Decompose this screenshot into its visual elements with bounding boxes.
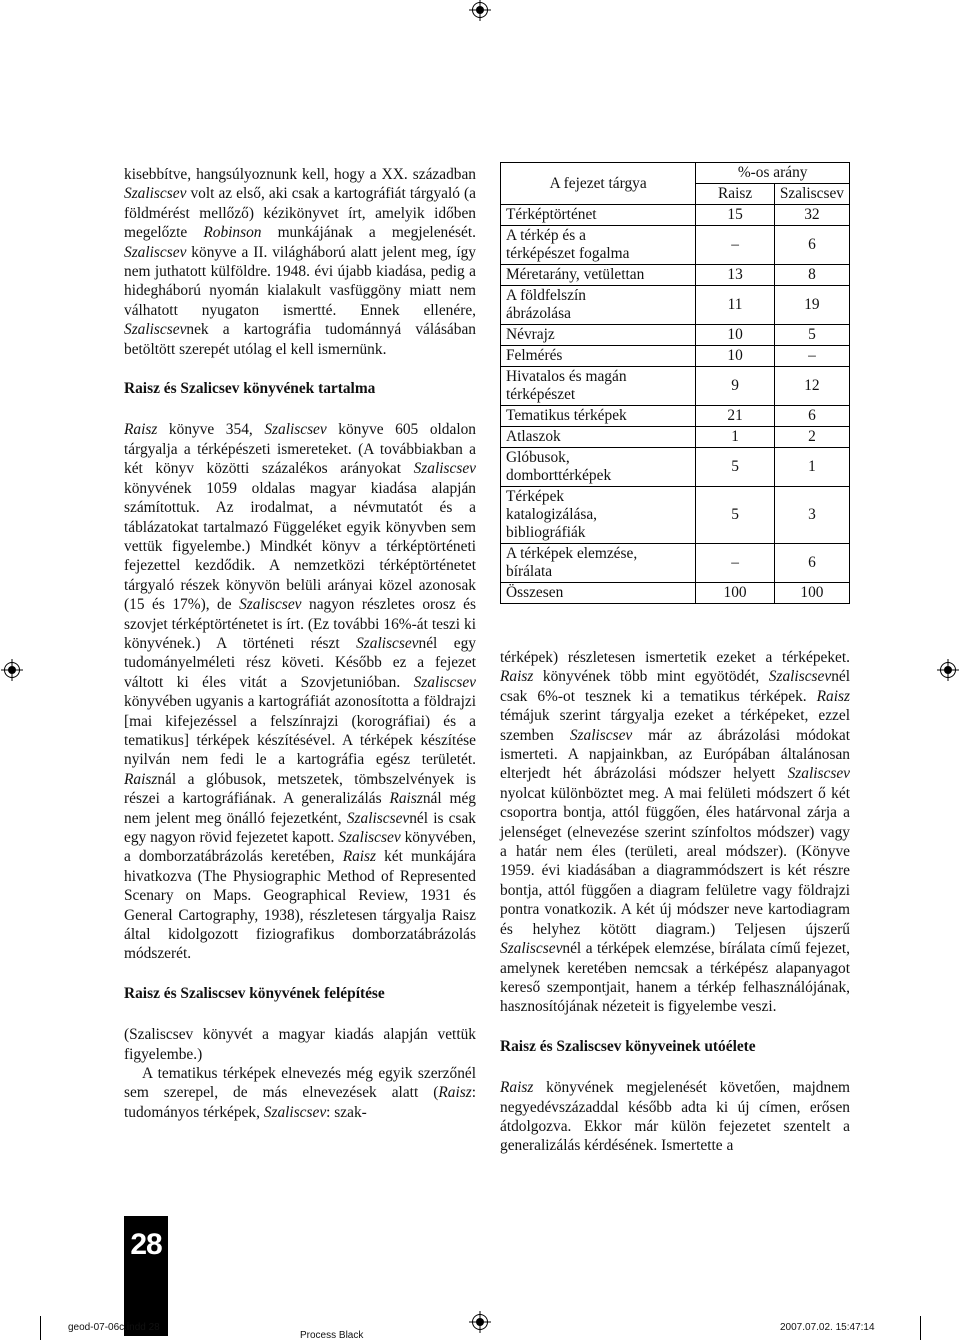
left-paragraph: kisebbítve, hangsúlyoznunk kell, hogy a XX. században Szaliscsev volt az első, aki csak a kartográfiát tárgyaló (a földmérést mellőző) kézikönyvet írt, amelyik időben megelőzte Robinson munkájának a megjelenését. Szaliscsev könyve a II. világháború alatt jelent meg, így nem juthatott külföldre. 1948. évi újabb kiadása, pedig a hidegháború nyomán kialakult vasfüggöny miatt nem válhatott nyugaton ismertté. Ennek ellenére, Szaliscsevnek a kartográfia tudománnyá válásában betöltött szerepét utólag el kell ismernünk. (124, 166, 477, 358)
row-szaliscsev-value: 6 (774, 406, 849, 427)
crop-mark (40, 1316, 41, 1340)
table-row (501, 346, 850, 367)
row-raisz-value: 21 (696, 406, 775, 427)
row-label: A térkép és a térképészet fogalma (501, 226, 696, 265)
table-row (501, 406, 850, 427)
registration-mark-right-icon (940, 662, 956, 678)
table-row (501, 226, 850, 265)
left-heading: Raisz és Szalicsev könyvének tartalma (124, 380, 376, 398)
row-raisz-value: 10 (696, 325, 775, 346)
row-label: Felmérés (501, 346, 696, 367)
page-number: 28 (130, 1228, 162, 1261)
row-szaliscsev-value: 8 (774, 265, 849, 286)
spacer (124, 1003, 476, 1025)
right-text-column (500, 648, 850, 1156)
row-label: A földfelszín ábrázolása (501, 286, 696, 325)
table-row (501, 367, 850, 406)
left-paragraph: Raisz könyve 354, Szaliscsev könyve 605 oldalon tárgyalja a térképészeti ismereteket. (A továbbiakban a két könyv közötti százalékos arányokat Szaliscsev könyvének 1059 oldalas magyar kiadása alapján számítottuk. Az irodalmat, a névmutatót és a táblázatokat tartalmazó Függeléket egyik könyvben sem vettük figyelembe.) Mindkét könyv a térképtörténeti fejezettel kezdődik. A nemzetközi térképtörténetet tárgyaló részek könyvön belüli arányai közel azonosak (15 és 17%), de Szaliscsev nagyon részletes orosz és szovjet térképtörténetet is írt. (Ez további 16%-át teszi ki könyvének.) A történeti részt Szaliscsevnél egy tudományelméleti rész követi. Később ez a fejezet váltott ki éles vitát a Szovjetunióban. Szaliscsev könyvében ugyanis a kartográfiát azonosította a földrajzi [mai kifejezéssel a felszínrajzi (korográfiai) és a tematikus] térképek készítésével. A térképek készítése nyilván nem fedi le a kartográfia egész területét. Raisznál a glóbusok, metszetek, tömbszelvények is részei a kartográfiának. A generalizálás Raisznál még nem jelent meg önálló fejezetként, Szaliscsevnél is csak egy nagyon rövid fejezetet kapott. Szaliscsev könyvében, a domborzatábrázolás keretében, Raisz két munkájára hivatkozva (The Physiographic Method of Represented Scenary on Maps. Geographical Review, 1931 és General Cartography, 1938), részletesen tárgyalja Raisz által kidolgozott fiziografikus domborzatábrázolás módszerét. (124, 421, 476, 963)
row-raisz-value: 9 (696, 367, 775, 406)
row-szaliscsev-value: 12 (774, 367, 849, 406)
row-label: Méretarány, vetülettan (501, 265, 696, 286)
left-heading: Raisz és Szaliscsev könyvének felépítése (124, 984, 385, 1002)
row-label: Térképtörténet (501, 205, 696, 226)
row-szaliscsev-value: 2 (774, 427, 849, 448)
row-label: Névrajz (501, 325, 696, 346)
spacer (124, 964, 476, 984)
table-row (501, 325, 850, 346)
row-label: Atlaszok (501, 427, 696, 448)
row-raisz-value: 10 (696, 346, 775, 367)
row-raisz-value: – (696, 226, 775, 265)
row-raisz-value: 5 (696, 487, 775, 544)
table-header-szaliscsev: Szaliscsev (774, 184, 849, 205)
row-raisz-value: 11 (696, 286, 775, 325)
table-row (501, 427, 850, 448)
row-raisz-value: 15 (696, 205, 775, 226)
row-szaliscsev-value: 32 (774, 205, 849, 226)
row-szaliscsev-value: – (774, 346, 849, 367)
registration-mark-top-icon (472, 2, 488, 18)
left-text-column (124, 165, 476, 1122)
row-label: Hivatalos és magán térképészet (501, 367, 696, 406)
row-label: Összesen (501, 583, 696, 604)
table-row (501, 286, 850, 325)
table-header-subject: A fejezet tárgya (501, 163, 696, 205)
spacer (500, 1056, 850, 1078)
right-paragraph: Raisz könyvének megjelenését követően, majdnem negyedévszázaddal később adta ki új címen, erősen átdolgozva. Ekkor már külön fejezetet szentelt a generalizálás kérdésének. Ismertette a (500, 1079, 850, 1155)
row-raisz-value: 13 (696, 265, 775, 286)
table-row (501, 583, 850, 604)
table-row (501, 265, 850, 286)
table-row (501, 487, 850, 544)
table-row (501, 544, 850, 583)
row-szaliscsev-value: 6 (774, 226, 849, 265)
spacer (500, 1017, 850, 1037)
left-paragraph: A tematikus térképek elnevezés még egyik szerzőnél sem szerepel, de más elnevezések alatt (Raisz: tudományos térképek, Szaliscsev: szak- (124, 1065, 476, 1121)
row-szaliscsev-value: 3 (774, 487, 849, 544)
row-raisz-value: 5 (696, 448, 775, 487)
row-label: Térképek katalogizálása, bibliográfiák (501, 487, 696, 544)
row-szaliscsev-value: 5 (774, 325, 849, 346)
row-szaliscsev-value: 6 (774, 544, 849, 583)
row-szaliscsev-value: 19 (774, 286, 849, 325)
row-raisz-value: – (696, 544, 775, 583)
row-raisz-value: 1 (696, 427, 775, 448)
row-szaliscsev-value: 100 (774, 583, 849, 604)
row-szaliscsev-value: 1 (774, 448, 849, 487)
registration-mark-left-icon (4, 662, 20, 678)
row-label: A térképek elemzése, bírálata (501, 544, 696, 583)
crop-mark (920, 1316, 921, 1340)
footer-date: 2007.07.02. 15:47:14 (780, 1322, 875, 1333)
right-heading: Raisz és Szaliscsev könyveinek utóélete (500, 1037, 756, 1055)
table-header-percent: %-os arány (696, 163, 850, 184)
footer-file: geod-07-06c.indd 28 (68, 1322, 160, 1333)
row-raisz-value: 100 (696, 583, 775, 604)
left-paragraph: (Szaliscsev könyvét a magyar kiadás alapján vettük figyelembe.) (124, 1026, 476, 1063)
right-paragraph: térképek) részletesen ismertetik ezeket a térképeket. Raisz könyvének több mint egyötödét, Szaliscsevnél csak 6%-ot tesznek ki a tematikus térképek. Raisz témájuk szerint tárgyalja ezeket a térképeket, ezzel szemben Szaliscsev már az ábrázolási módokat ismerteti. A napjainkban, az Európában általánosan elterjedt hét ábrázolási módszer helyett Szaliscsev nyolcat különböztet meg. A mai felületi módszert ő két csoportra bontja, attól függően, éles határvonal zárja a jelenséget (elnevezése szerint színfoltos módszer) vagy a határ nem éles (területi, areal módszer). (Könyve 1959. évi kiadásában a diagrammódszert is két részre bontja, attól függően a diagram felületre vagy földrajzi pontra vonatkozik. A két új módszer neve kartodiagram és helyhez kötött diagram.) Teljesen újszerű Szaliscsevnél a térképek elemzése, bírálata című fejezet, amelynek keretében nemcsak a térképész alapanyagot kereső szempontjait, hanem a térkép felhasználójának, hasznosítójának nézeteit is figyelembe veszi. (500, 649, 850, 1016)
table-row (501, 448, 850, 487)
table-header-raisz: Raisz (696, 184, 775, 205)
row-label: Tematikus térképek (501, 406, 696, 427)
spacer (124, 398, 476, 420)
chapter-percentage-table (500, 162, 850, 604)
footer-color: Process Black (300, 1330, 364, 1341)
row-label: Glóbusok, domborttérképek (501, 448, 696, 487)
table-row (501, 205, 850, 226)
registration-mark-bottom-icon (472, 1314, 488, 1330)
spacer (124, 359, 476, 379)
